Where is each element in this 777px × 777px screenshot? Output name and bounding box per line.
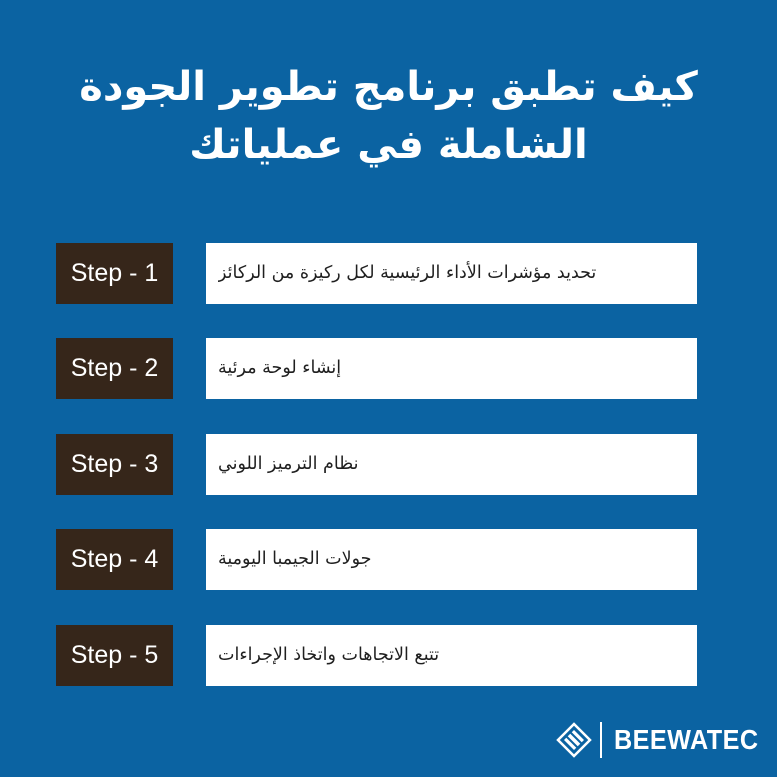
- step-badge-5: Step - 5: [56, 625, 173, 686]
- step-box-5: [206, 625, 697, 686]
- step-row-3: [56, 434, 697, 495]
- step-text-3: نظام الترميز اللوني: [218, 454, 359, 474]
- logo-divider: [600, 722, 602, 758]
- step-row-4: [56, 529, 697, 590]
- step-row-5: [56, 625, 697, 686]
- step-text-2: إنشاء لوحة مرئية: [218, 358, 342, 378]
- title-line-1: كيف تطبق برنامج تطوير الجودة: [79, 64, 698, 110]
- step-text-4: جولات الجيمبا اليومية: [218, 549, 372, 569]
- step-badge-1: Step - 1: [56, 243, 173, 304]
- step-badge-4: Step - 4: [56, 529, 173, 590]
- step-row-1: [56, 243, 697, 304]
- step-text-1: تحديد مؤشرات الأداء الرئيسية لكل ركيزة من الركائز: [218, 263, 597, 283]
- step-row-2: [56, 338, 697, 399]
- beewatec-logo: [556, 718, 759, 762]
- page-title: [40, 58, 737, 174]
- step-box-3: [206, 434, 697, 495]
- title-line-2: الشاملة في عملياتك: [189, 122, 588, 168]
- beewatec-diamond-logo-icon: [556, 722, 592, 758]
- step-badge-3: Step - 3: [56, 434, 173, 495]
- step-text-5: تتبع الاتجاهات واتخاذ الإجراءات: [218, 645, 440, 665]
- step-box-4: [206, 529, 697, 590]
- logo-wordmark: BEEWATEC: [614, 724, 759, 755]
- step-box-2: [206, 338, 697, 399]
- step-box-1: [206, 243, 697, 304]
- step-badge-2: Step - 2: [56, 338, 173, 399]
